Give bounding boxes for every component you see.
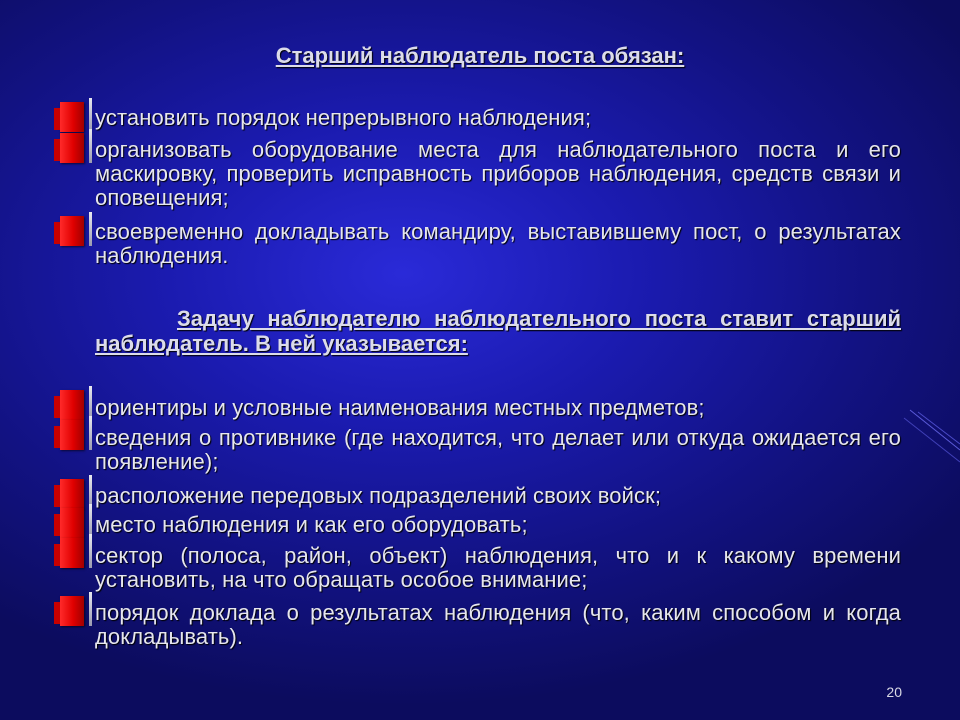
list-item-text: сведения о противнике (где находится, что делает или откуда ожидается его появление); [95,425,901,474]
list-item-text: порядок доклада о результатах наблюдения (что, каким способом и когда докладывать). [95,600,901,649]
red-block-bullet-icon [60,133,84,163]
list-item-text: ориентиры и условные наименования местных предметов; [95,395,705,420]
red-block-bullet-icon [60,508,84,538]
list-item-text: установить порядок непрерывного наблюдения; [95,105,592,130]
list-item-text: место наблюдения и как его оборудовать; [95,512,528,537]
section-heading-duties: Старший наблюдатель поста обязан: [275,43,685,68]
decorative-streaks [900,400,960,480]
red-block-bullet-icon [60,479,84,509]
red-block-bullet-icon [60,420,84,450]
section-heading-task-text: Задачу наблюдателю наблюдательного поста ставит старший наблюдатель. В ней указывается: [95,306,901,356]
red-block-bullet-icon [60,390,84,420]
list-item-text: сектор (полоса, район, объект) наблюдения, что и к какому времени установить, на что обращать особое внимание; [95,543,901,592]
red-block-bullet-icon [60,538,84,568]
list-item-text: расположение передовых подразделений своих войск; [95,483,662,508]
section-heading-task [95,306,901,356]
page-number: 20 [886,684,902,700]
red-block-bullet-icon [60,216,84,246]
list-item-text: своевременно докладывать командиру, выставившему пост, о результатах наблюдения. [95,219,901,268]
red-block-bullet-icon [60,596,84,626]
list-item-text: организовать оборудование места для наблюдательного поста и его маскировку, проверить исправность приборов наблюдения, средств связи и оповещения; [95,137,901,210]
red-block-bullet-icon [60,102,84,132]
